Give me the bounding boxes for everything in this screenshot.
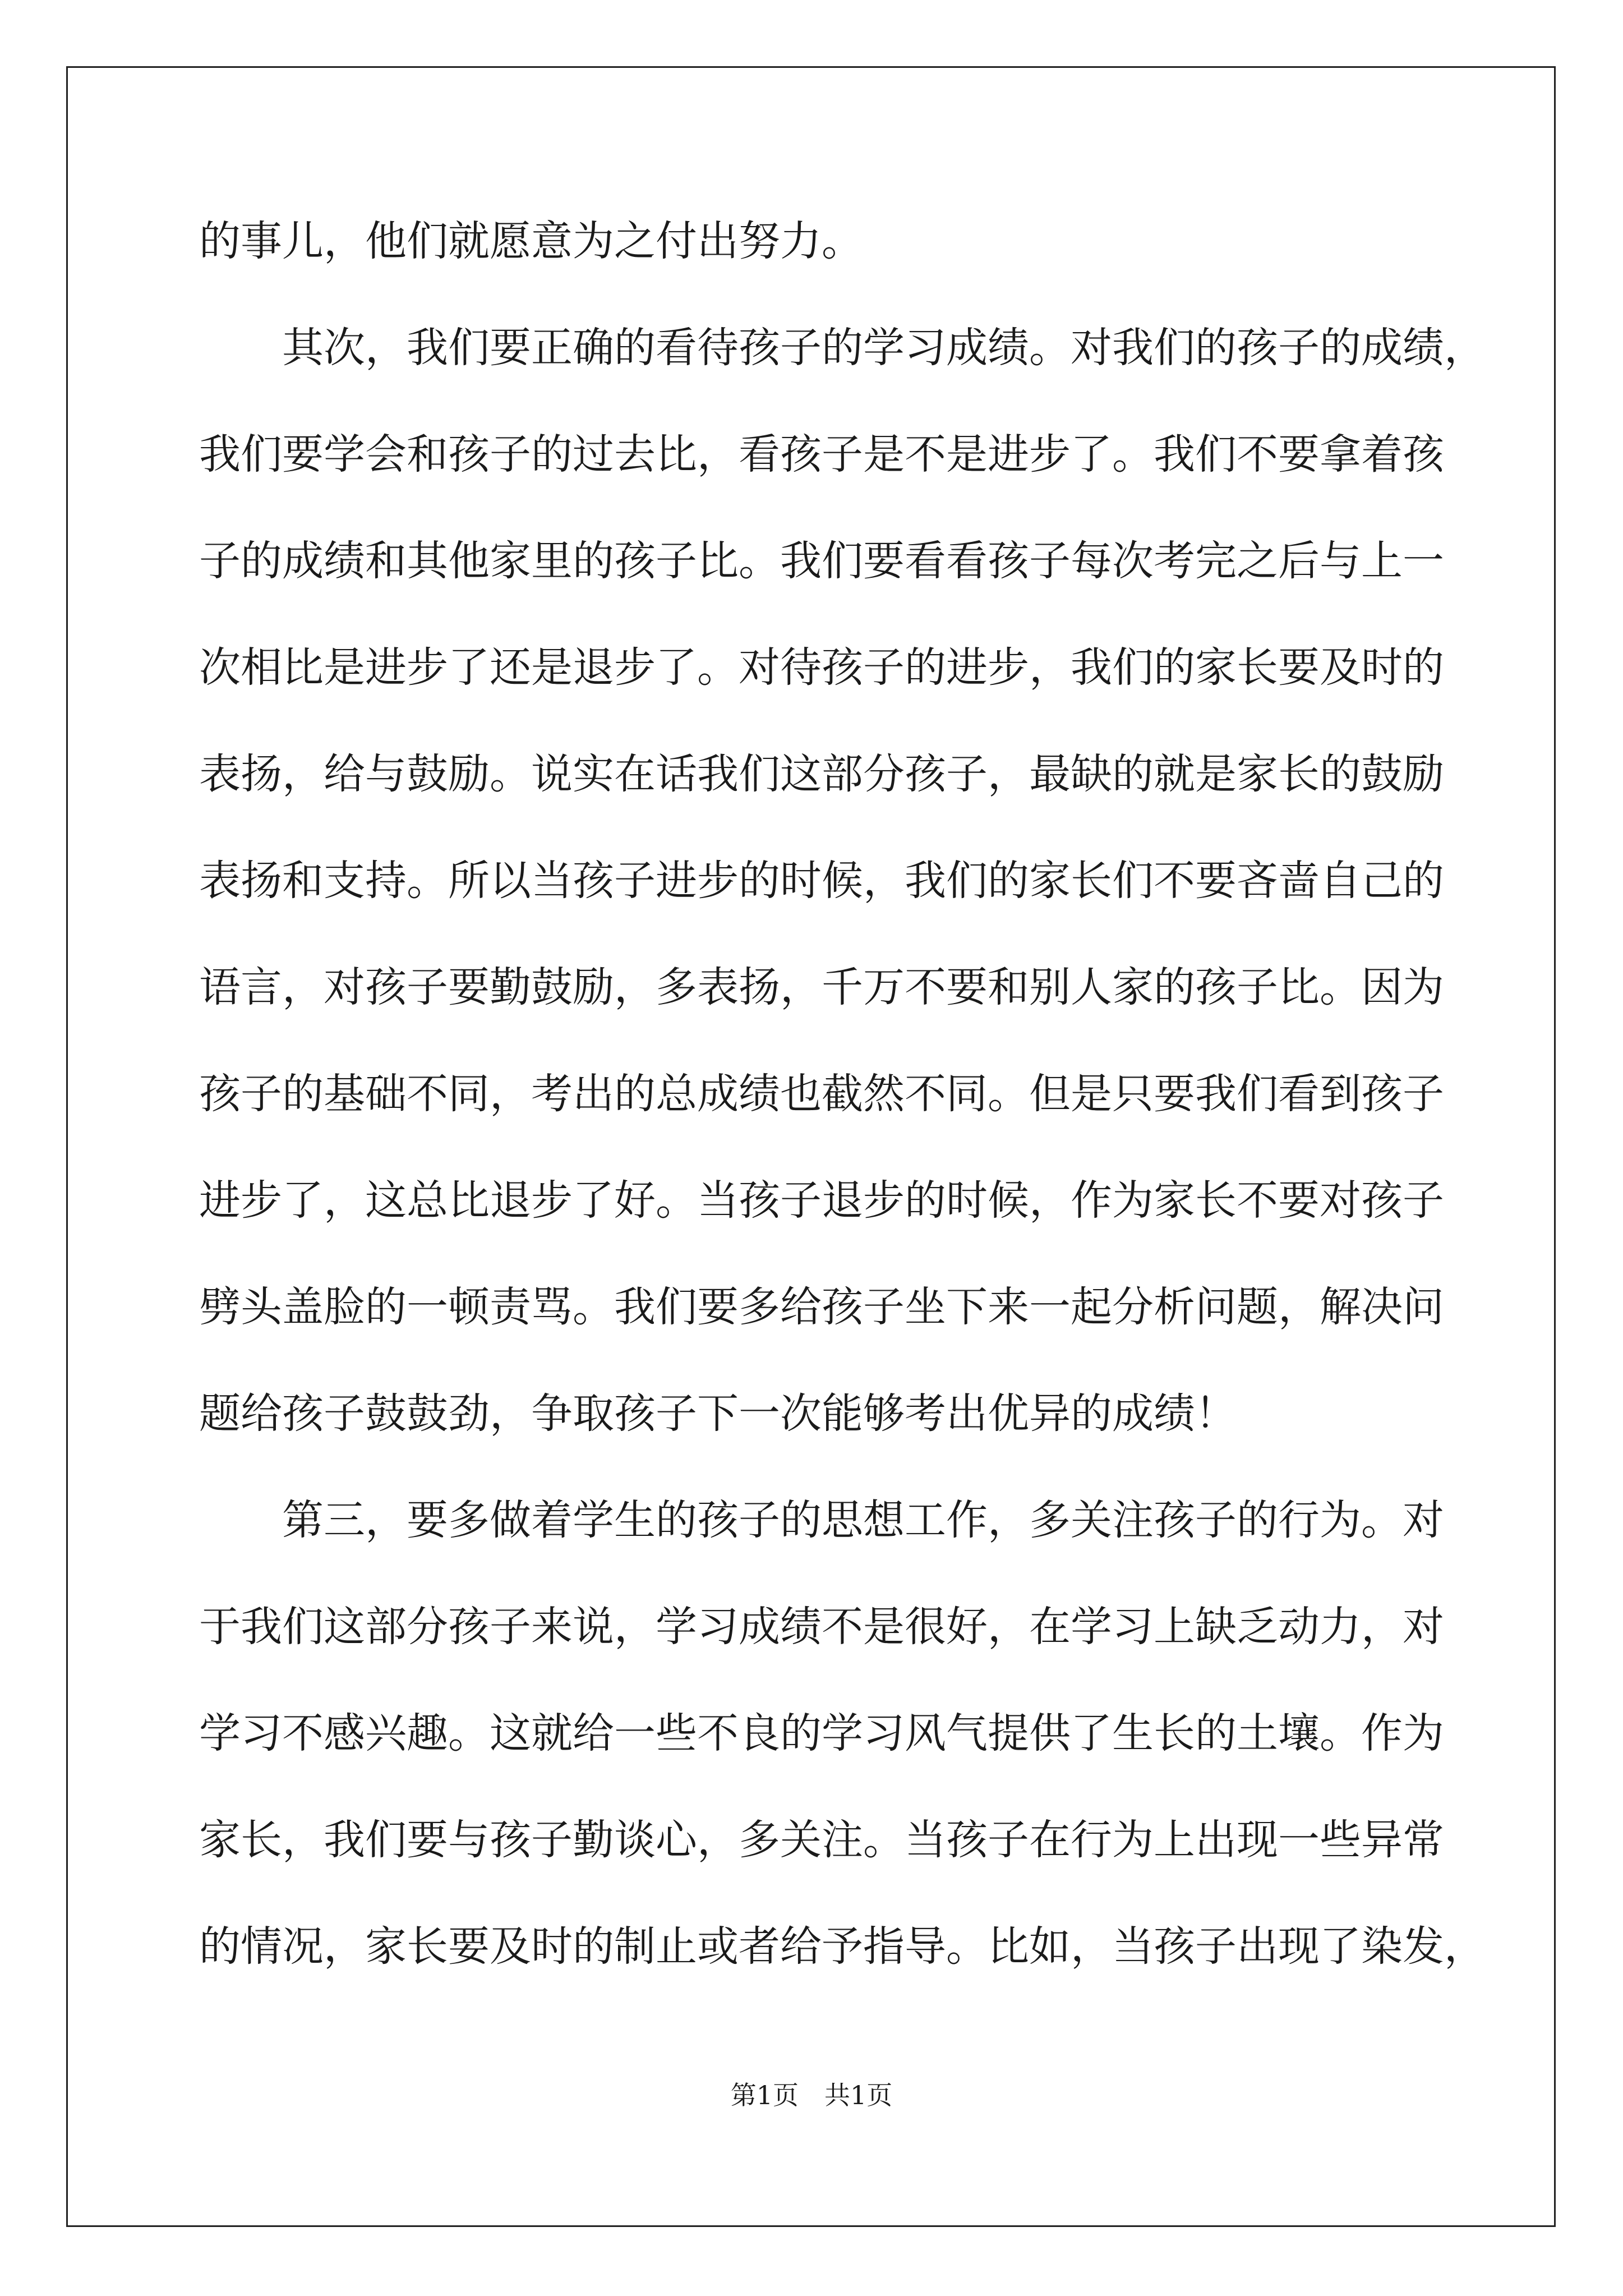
text-line: 的事儿，他们就愿意为之付出努力。 xyxy=(199,217,863,265)
text-line: 的情况，家长要及时的制止或者给予指导。比如，当孩子出现了染发， xyxy=(199,1922,1486,1971)
text-line: 进步了，这总比退步了好。当孩子退步的时候，作为家长不要对孩子 xyxy=(199,1176,1444,1225)
text-line: 第三，要多做着学生的孩子的思想工作，多关注孩子的行为。对 xyxy=(199,1496,1444,1544)
text-line: 次相比是进步了还是退步了。对待孩子的进步，我们的家长要及时的 xyxy=(199,643,1444,692)
text-line: 表扬和支持。所以当孩子进步的时候，我们的家长们不要吝啬自己的 xyxy=(199,857,1444,905)
text-line: 语言，对孩子要勤鼓励，多表扬，千万不要和别人家的孩子比。因为 xyxy=(199,963,1444,1011)
text-line: 劈头盖脸的一顿责骂。我们要多给孩子坐下来一起分析问题，解决问 xyxy=(199,1283,1444,1331)
text-line: 于我们这部分孩子来说，学习成绩不是很好，在学习上缺乏动力，对 xyxy=(199,1603,1444,1651)
page-number-footer: 第1页 共1页 xyxy=(730,2080,893,2110)
text-line: 学习不感兴趣。这就给一些不良的学习风气提供了生长的土壤。作为 xyxy=(199,1709,1444,1757)
text-line: 我们要学会和孩子的过去比，看孩子是不是进步了。我们不要拿着孩 xyxy=(199,430,1444,478)
text-line: 题给孩子鼓鼓劲，争取孩子下一次能够考出优异的成绩！ xyxy=(199,1389,1237,1438)
document-body xyxy=(199,213,1486,2025)
text-line: 表扬，给与鼓励。说实在话我们这部分孩子，最缺的就是家长的鼓励 xyxy=(199,750,1444,798)
text-line: 其次，我们要正确的看待孩子的学习成绩。对我们的孩子的成绩， xyxy=(199,324,1486,372)
text-line: 子的成绩和其他家里的孩子比。我们要看看孩子每次考完之后与上一 xyxy=(199,537,1444,585)
text-line: 家长，我们要与孩子勤谈心，多关注。当孩子在行为上出现一些异常 xyxy=(199,1816,1444,1864)
text-line: 孩子的基础不同，考出的总成绩也截然不同。但是只要我们看到孩子 xyxy=(199,1070,1444,1118)
